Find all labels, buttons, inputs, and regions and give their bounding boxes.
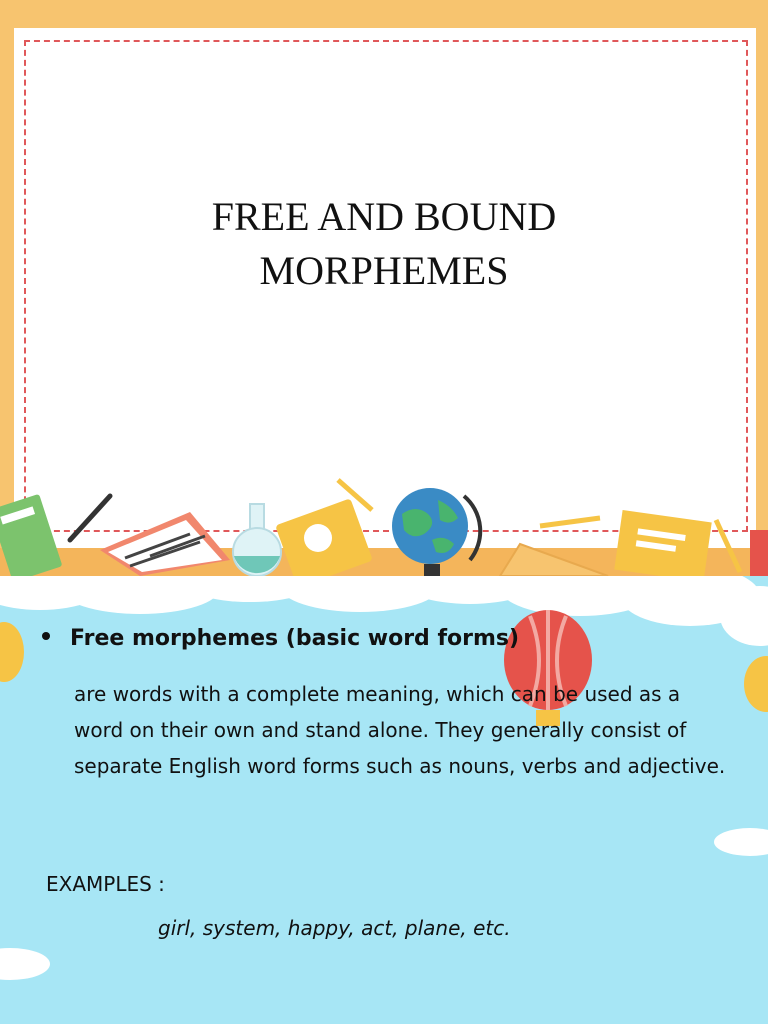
- title-line-1: FREE AND BOUND: [211, 194, 557, 239]
- open-book-icon: [100, 512, 230, 576]
- cloud-icon: [714, 828, 768, 856]
- content-slide: [0, 576, 768, 1024]
- ruler-icon: [500, 518, 608, 576]
- bullet-heading: [42, 626, 519, 651]
- cloud-icon: [0, 948, 50, 980]
- title-line-2: MORPHEMES: [259, 248, 509, 293]
- slide-title: [0, 190, 768, 298]
- hot-air-balloon-icon: [744, 656, 768, 712]
- hot-air-balloon-icon: [0, 622, 24, 682]
- stationery-illustration: [0, 460, 768, 576]
- globe-icon: [392, 488, 480, 576]
- note-card-icon: [614, 510, 768, 576]
- definition-text: are words with a complete meaning, which can be used as a word on their own and stand alone. They generally consist of separate English word forms such as nouns, verbs and adjective.: [74, 682, 726, 778]
- bullet-dot: [42, 632, 50, 640]
- pencil-icon: [70, 496, 110, 540]
- examples-list: girl, system, happy, act, plane, etc.: [158, 916, 511, 940]
- folder-icon: [275, 480, 373, 576]
- examples-label: EXAMPLES :: [46, 872, 165, 896]
- flask-icon: [233, 504, 281, 576]
- notebook-icon: [0, 494, 62, 576]
- heading-text: Free morphemes (basic word forms): [70, 626, 520, 651]
